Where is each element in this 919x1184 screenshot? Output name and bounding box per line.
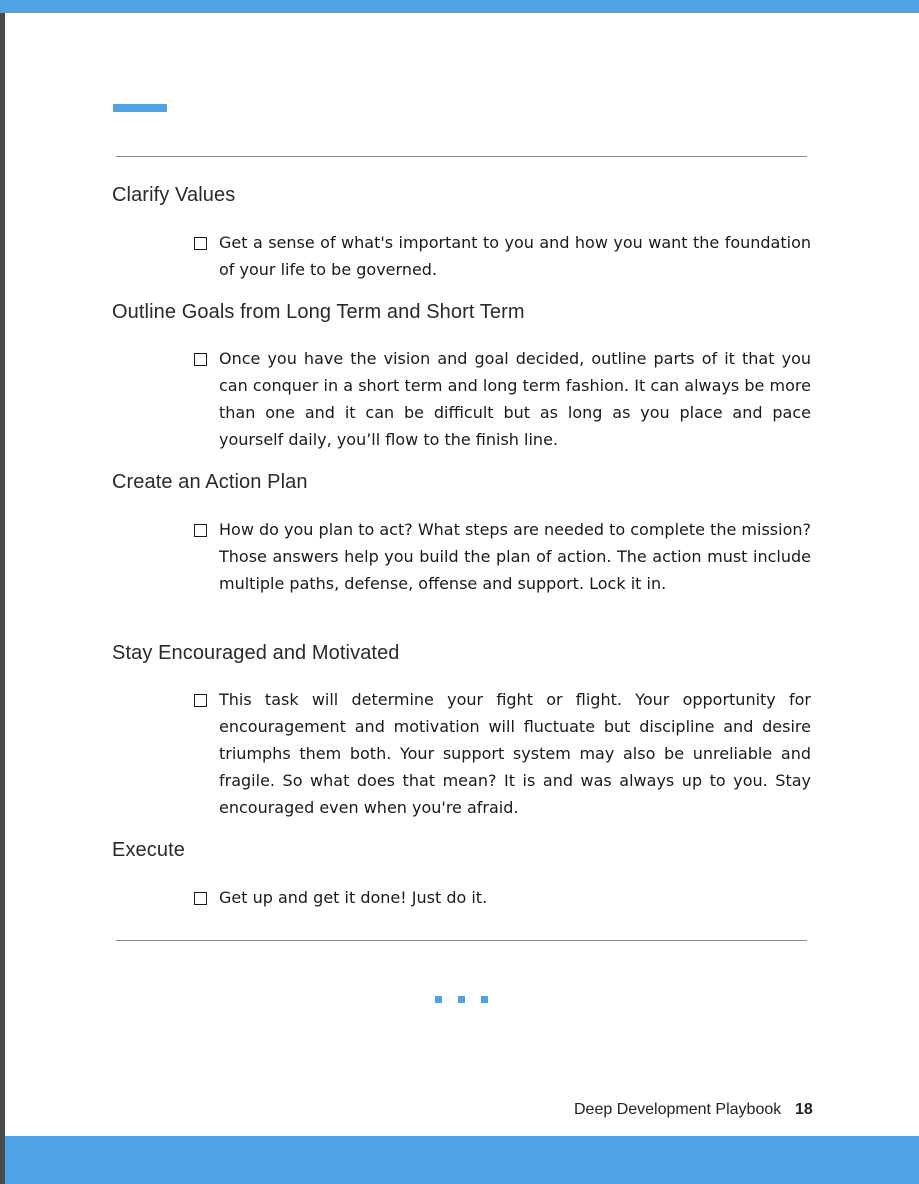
section-title-execute: Execute <box>112 839 185 861</box>
top-divider <box>116 156 807 157</box>
footer-document-title: Deep Development Playbook <box>574 1101 782 1118</box>
task-item <box>194 521 811 597</box>
bottom-divider <box>116 940 807 941</box>
checkbox-icon[interactable] <box>194 694 207 707</box>
checkbox-icon[interactable] <box>194 353 207 366</box>
section-title-outline-goals: Outline Goals from Long Term and Short Term <box>112 301 525 323</box>
section-title-clarify-values: Clarify Values <box>112 184 236 206</box>
bottom-accent-bar <box>5 1136 919 1184</box>
header-accent-dash <box>113 104 167 112</box>
checkbox-icon[interactable] <box>194 524 207 537</box>
ellipsis-ornament <box>435 996 495 1003</box>
top-accent-bar <box>0 0 919 13</box>
task-item <box>194 889 811 911</box>
checkbox-icon[interactable] <box>194 892 207 905</box>
section-title-action-plan: Create an Action Plan <box>112 471 308 493</box>
task-item <box>194 350 811 453</box>
section-title-stay-encouraged: Stay Encouraged and Motivated <box>112 642 400 664</box>
task-item <box>194 691 811 821</box>
task-text: Get a sense of what's important to you and how you want the foundation of your life to be governed. <box>219 233 811 279</box>
task-item <box>194 234 811 283</box>
task-text: This task will determine your fight or flight. Your opportunity for encouragement and motivation will fluctuate but discipline and desire triumphs them both. Your support system may also be unreliable and fragile. So what does that mean? It is and was always up to you. Stay encouraged even when you're afraid. <box>219 690 811 817</box>
ornament-dot <box>435 996 442 1003</box>
task-text: Get up and get it done! Just do it. <box>219 888 488 907</box>
ornament-dot <box>481 996 488 1003</box>
task-text: Once you have the vision and goal decided, outline parts of it that you can conquer in a short term and long term fashion. It can always be more than one and it can be difficult but as long as you place and pace yourself daily, you’ll flow to the finish line. <box>219 349 811 449</box>
task-text: How do you plan to act? What steps are needed to complete the mission? Those answers help you build the plan of action. The action must include multiple paths, defense, offense and support. Lock it in. <box>219 520 811 593</box>
ornament-dot <box>458 996 465 1003</box>
footer-page-number: 18 <box>795 1101 813 1118</box>
checkbox-icon[interactable] <box>194 237 207 250</box>
page-left-edge <box>0 0 5 1184</box>
